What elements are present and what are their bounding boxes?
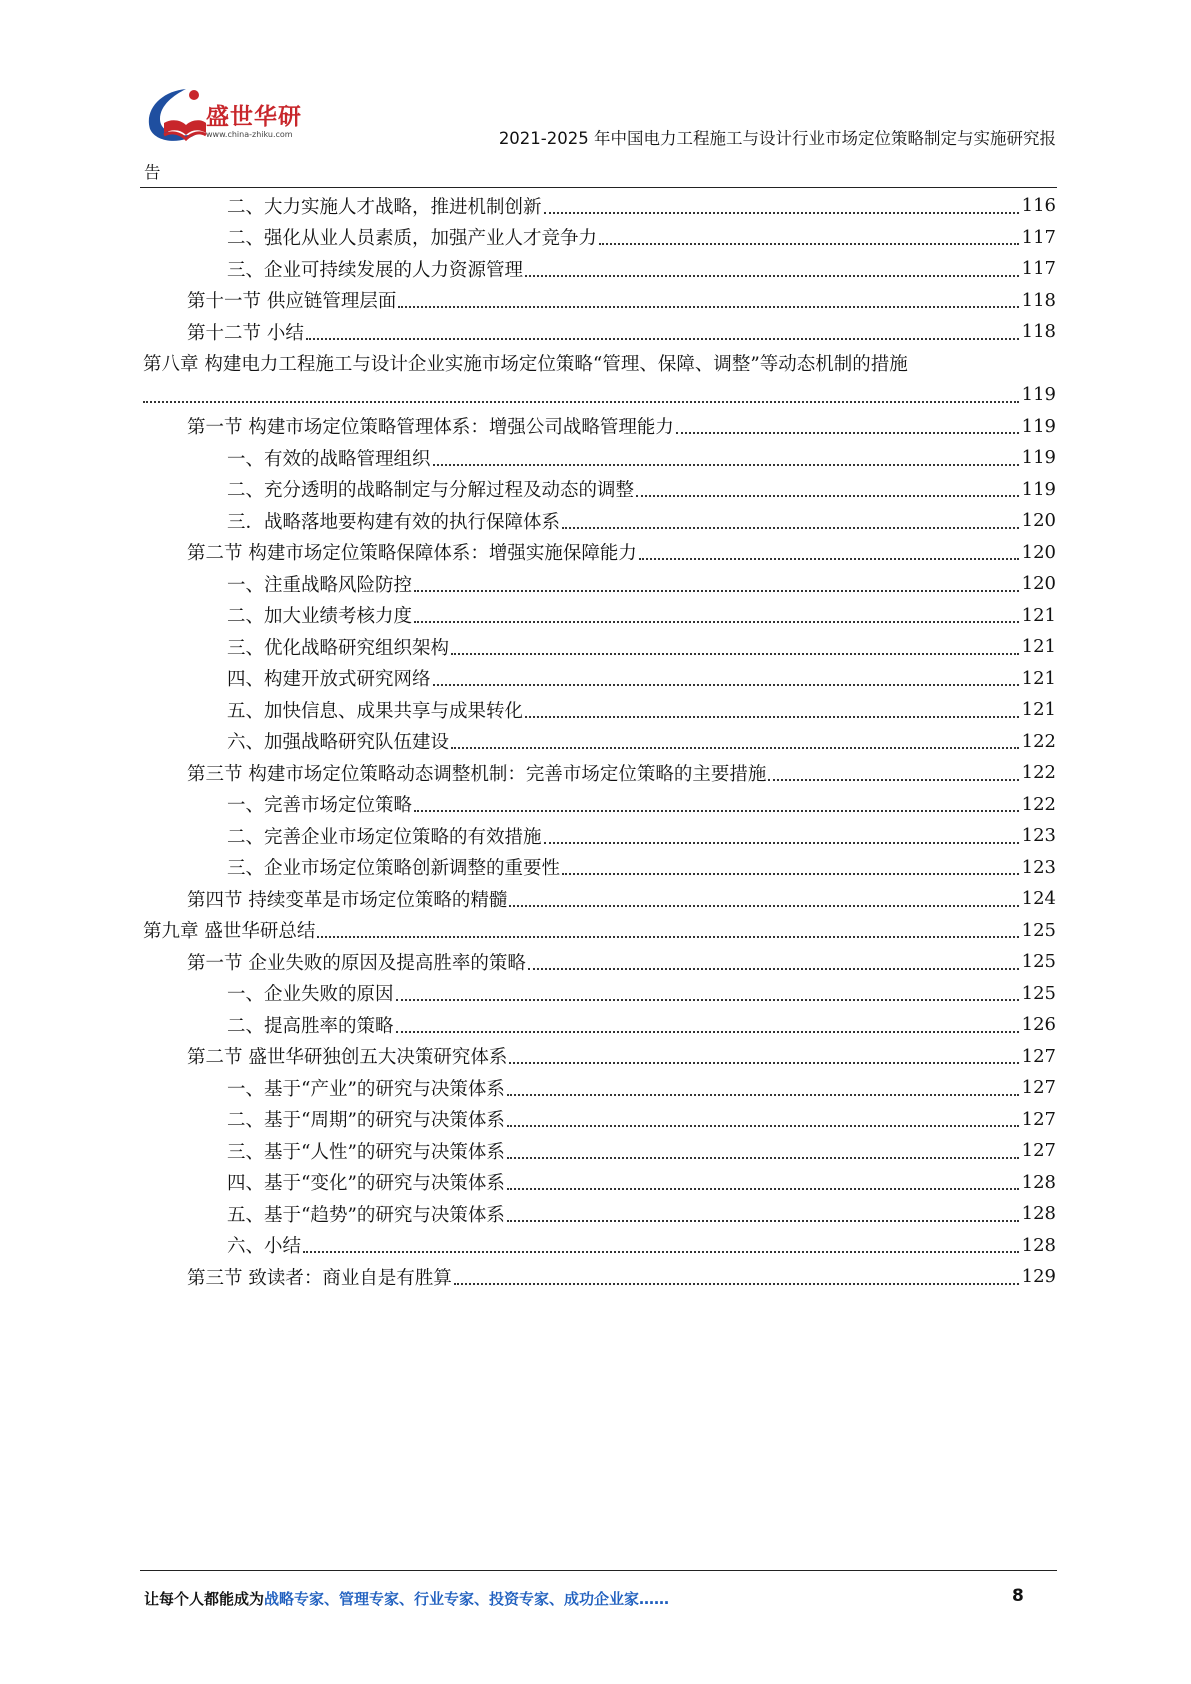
- toc-leader-dots: [509, 901, 1018, 907]
- toc-entry-label: 六、小结: [227, 1236, 302, 1258]
- toc-entry[interactable]: [143, 757, 1056, 789]
- toc-entry-label: 第四节 持续变革是市场定位策略的精髓: [187, 889, 508, 911]
- toc-entry[interactable]: [143, 946, 1056, 978]
- toc-leader-dots: [507, 1121, 1019, 1127]
- toc-entry-page: 127: [1021, 1045, 1056, 1067]
- footer-slogan: [144, 1588, 669, 1609]
- toc-leader-dots: [525, 271, 1019, 277]
- toc-leader-dots: [525, 712, 1019, 718]
- toc-entry-label: 一、完善市场定位策略: [227, 795, 413, 817]
- toc-entry-page: 123: [1021, 856, 1056, 878]
- toc-entry-label: 第三节 致读者：商业自是有胜算: [187, 1267, 452, 1289]
- toc-entry-page: 119: [1021, 384, 1056, 406]
- toc-entry[interactable]: [143, 1104, 1056, 1136]
- toc-entry-label: 第二节 构建市场定位策略保障体系：增强实施保障能力: [187, 543, 637, 565]
- toc-entry[interactable]: [143, 568, 1056, 600]
- toc-entry[interactable]: [143, 1009, 1056, 1041]
- toc-leader-dots: [507, 1090, 1019, 1096]
- toc-entry-page: 122: [1021, 793, 1056, 815]
- toc-entry[interactable]: [143, 474, 1056, 506]
- toc-entry[interactable]: [143, 726, 1056, 758]
- toc-entry-page: 126: [1021, 1014, 1056, 1036]
- toc-entry-label: 一、有效的战略管理组织: [227, 448, 431, 470]
- toc-entry[interactable]: [143, 222, 1056, 254]
- toc-entry-label: 三．战略落地要构建有效的执行保障体系: [227, 511, 561, 533]
- toc-entry[interactable]: [143, 663, 1056, 695]
- toc-entry-page: 125: [1021, 951, 1056, 973]
- footer-divider: [140, 1570, 1057, 1571]
- toc-entry-label: 一、注重战略风险防控: [227, 574, 413, 596]
- toc-leader-dots: [528, 964, 1019, 970]
- toc-entry-page: 117: [1021, 258, 1056, 280]
- toc-entry-label: 二、完善企业市场定位策略的有效措施: [227, 826, 542, 848]
- toc-leader-dots: [317, 932, 1018, 938]
- toc-entry-page: 116: [1021, 195, 1056, 217]
- toc-leader-dots: [454, 1279, 1019, 1285]
- toc-entry-page: 119: [1021, 478, 1056, 500]
- toc-leader-dots: [639, 554, 1019, 560]
- toc-leader-dots: [507, 1153, 1019, 1159]
- toc-entry-label: 二、基于“周期”的研究与决策体系: [227, 1110, 505, 1132]
- toc-leader-dots: [676, 428, 1019, 434]
- toc-entry[interactable]: [143, 883, 1056, 915]
- toc-entry-page: 125: [1021, 982, 1056, 1004]
- toc-entry[interactable]: [143, 411, 1056, 443]
- toc-entry[interactable]: [143, 1230, 1056, 1262]
- toc-entry[interactable]: [143, 505, 1056, 537]
- toc-leader-dots: [507, 1216, 1019, 1222]
- toc-entry-page: 121: [1021, 699, 1056, 721]
- toc-entry-page: 118: [1021, 289, 1056, 311]
- toc-entry-page: 118: [1021, 321, 1056, 343]
- toc-entry[interactable]: [143, 915, 1056, 947]
- toc-leader-dots: [544, 838, 1019, 844]
- toc-entry-label: 二、强化从业人员素质，加强产业人才竞争力: [227, 228, 598, 250]
- toc-leader-dots: [143, 397, 1019, 403]
- toc-leader-dots: [433, 460, 1019, 466]
- toc-entry[interactable]: [143, 820, 1056, 852]
- toc-entry-page: 127: [1021, 1077, 1056, 1099]
- toc-entry[interactable]: [143, 789, 1056, 821]
- toc-entry-label: 第九章 盛世华研总结: [143, 921, 316, 943]
- toc-leader-dots: [414, 617, 1019, 623]
- footer-slogan-prefix: 让每个人都能成为: [144, 1590, 265, 1608]
- toc-entry[interactable]: [143, 1135, 1056, 1167]
- header-divider: [140, 187, 1057, 188]
- toc-leader-dots: [396, 995, 1019, 1001]
- toc-entry-label: 四、构建开放式研究网络: [227, 669, 431, 691]
- toc-entry[interactable]: [143, 253, 1056, 285]
- toc-entry[interactable]: [143, 978, 1056, 1010]
- toc-entry-page: 128: [1021, 1234, 1056, 1256]
- toc-leader-dots: [599, 239, 1019, 245]
- toc-entry[interactable]: [143, 852, 1056, 884]
- toc-entry[interactable]: [143, 442, 1056, 474]
- toc-entry-label: 第三节 构建市场定位策略动态调整机制：完善市场定位策略的主要措施: [187, 763, 767, 785]
- toc-entry-page: 119: [1021, 415, 1056, 437]
- toc-entry[interactable]: [143, 1072, 1056, 1104]
- logo-text: 盛世华研: [206, 104, 302, 130]
- toc-entry[interactable]: [143, 348, 1056, 380]
- toc-entry-label: 二、充分透明的战略制定与分解过程及动态的调整: [227, 480, 635, 502]
- toc-entry-label: 二、大力实施人才战略，推进机制创新: [227, 196, 542, 218]
- toc-entry[interactable]: [143, 1198, 1056, 1230]
- toc-entry-page: 123: [1021, 825, 1056, 847]
- toc-leader-dots: [306, 334, 1019, 340]
- toc-leader-dots: [507, 1184, 1019, 1190]
- table-of-contents: [143, 190, 1056, 1293]
- toc-entry-label: 第十一节 供应链管理层面: [187, 291, 397, 313]
- page-number: 8: [1012, 1586, 1024, 1606]
- toc-leader-dots: [451, 743, 1019, 749]
- document-title-continued: 告: [144, 163, 161, 182]
- toc-entry-page: 120: [1021, 541, 1056, 563]
- toc-entry[interactable]: [143, 631, 1056, 663]
- toc-leader-dots: [562, 523, 1019, 529]
- toc-entry[interactable]: [143, 694, 1056, 726]
- toc-entry-page: 120: [1021, 573, 1056, 595]
- toc-entry-label: 三、企业可持续发展的人力资源管理: [227, 259, 524, 281]
- toc-leader-dots: [303, 1247, 1019, 1253]
- toc-leader-dots: [544, 208, 1019, 214]
- toc-entry-label: 二、提高胜率的策略: [227, 1015, 394, 1037]
- toc-entry-label: 第一节 构建市场定位策略管理体系：增强公司战略管理能力: [187, 417, 674, 439]
- toc-leader-dots: [451, 649, 1019, 655]
- toc-entry-page: 127: [1021, 1108, 1056, 1130]
- logo-url: www.china-zhiku.com: [206, 130, 293, 139]
- toc-leader-dots: [414, 806, 1019, 812]
- toc-leader-dots: [768, 775, 1018, 781]
- toc-entry-continued[interactable]: [143, 379, 1056, 411]
- toc-entry-label: 六、加强战略研究队伍建设: [227, 732, 450, 754]
- toc-leader-dots: [398, 302, 1018, 308]
- toc-entry[interactable]: [143, 316, 1056, 348]
- toc-leader-dots: [509, 1058, 1018, 1064]
- toc-entry-label: 三、基于“人性”的研究与决策体系: [227, 1141, 505, 1163]
- toc-entry[interactable]: [143, 285, 1056, 317]
- toc-entry-label: 第十二节 小结: [187, 322, 304, 344]
- document-title: 2021-2025 年中国电力工程施工与设计行业市场定位策略制定与实施研究报: [498, 129, 1056, 148]
- toc-entry-label: 五、加快信息、成果共享与成果转化: [227, 700, 524, 722]
- toc-entry[interactable]: [143, 1167, 1056, 1199]
- toc-leader-dots: [562, 869, 1019, 875]
- toc-leader-dots: [414, 586, 1019, 592]
- toc-entry[interactable]: [143, 600, 1056, 632]
- toc-entry-label: 第八章 构建电力工程施工与设计企业实施市场定位策略“管理、保障、调整”等动态机制的措施: [143, 354, 908, 376]
- toc-leader-dots: [636, 491, 1019, 497]
- toc-entry-page: 121: [1021, 636, 1056, 658]
- toc-entry-page: 120: [1021, 510, 1056, 532]
- toc-entry[interactable]: [143, 1041, 1056, 1073]
- toc-entry-label: 五、基于“趋势”的研究与决策体系: [227, 1204, 505, 1226]
- toc-entry-page: 129: [1021, 1266, 1056, 1288]
- toc-entry-page: 125: [1021, 919, 1056, 941]
- toc-entry-page: 128: [1021, 1171, 1056, 1193]
- toc-entry-label: 第二节 盛世华研独创五大决策研究体系: [187, 1047, 508, 1069]
- toc-entry-page: 117: [1021, 226, 1056, 248]
- toc-entry-page: 127: [1021, 1140, 1056, 1162]
- toc-entry-label: 四、基于“变化”的研究与决策体系: [227, 1173, 505, 1195]
- toc-entry-label: 二、加大业绩考核力度: [227, 606, 413, 628]
- toc-entry-page: 122: [1021, 762, 1056, 784]
- toc-entry-page: 122: [1021, 730, 1056, 752]
- toc-entry-page: 121: [1021, 667, 1056, 689]
- toc-entry-label: 一、企业失败的原因: [227, 984, 394, 1006]
- toc-leader-dots: [396, 1027, 1019, 1033]
- toc-leader-dots: [433, 680, 1019, 686]
- toc-entry-label: 第一节 企业失败的原因及提高胜率的策略: [187, 952, 526, 974]
- toc-entry-page: 128: [1021, 1203, 1056, 1225]
- toc-entry[interactable]: [143, 1261, 1056, 1293]
- toc-entry-label: 三、企业市场定位策略创新调整的重要性: [227, 858, 561, 880]
- toc-entry[interactable]: [143, 190, 1056, 222]
- toc-entry-label: 一、基于“产业”的研究与决策体系: [227, 1078, 505, 1100]
- toc-entry-page: 121: [1021, 604, 1056, 626]
- toc-entry-page: 124: [1021, 888, 1056, 910]
- page-header: [0, 0, 1191, 200]
- toc-entry[interactable]: [143, 537, 1056, 569]
- toc-entry-page: 119: [1021, 447, 1056, 469]
- toc-entry-label: 三、优化战略研究组织架构: [227, 637, 450, 659]
- footer-slogan-highlight: 战略专家、管理专家、行业专家、投资专家、成功企业家……: [264, 1590, 670, 1608]
